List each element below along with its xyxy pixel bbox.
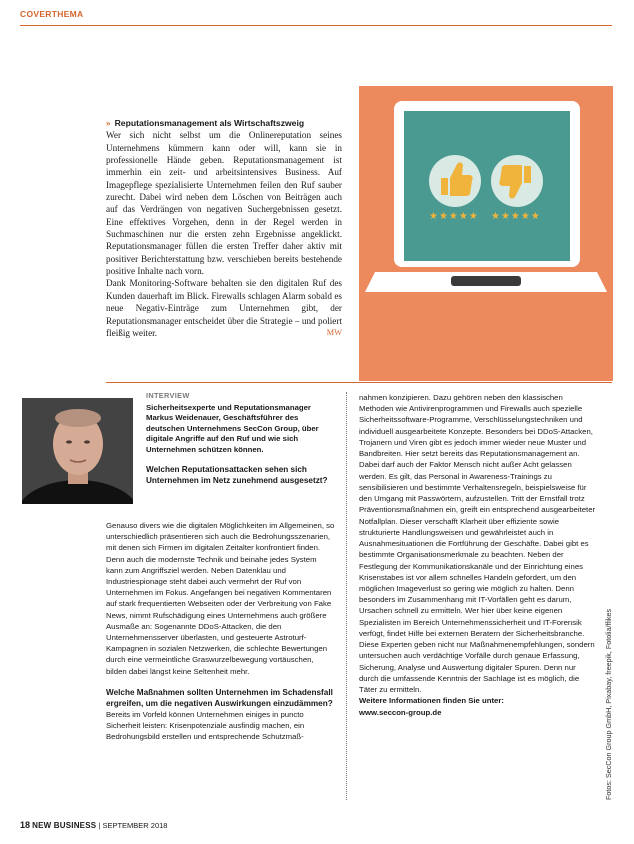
paragraph-with-author bbox=[106, 277, 342, 339]
issue-date: SEPTEMBER 2018 bbox=[102, 821, 168, 830]
svg-text:★★★★★: ★★★★★ bbox=[491, 211, 541, 222]
paragraph: Dank Monitoring-Software behalten sie den digitalen Ruf des Kunden dauerhaft im Blick. Firewalls schlagen Alarm sobald es neue Negativ-Einträge zum Unternehmen gibt, der Reputationsmanager entscheidet über die Strategie – und poliert fleißig weiter. bbox=[106, 278, 342, 338]
answer-2-continued: nahmen konzipieren. Dazu gehören neben den klassischen Methoden wie Antivirenprogrammen und Firewalls auch spezielle Sicherheitssoftware-Programme, Verschlüsselungstechniken und individuell ausgearbeitete Konzepte. Besonders bei DDoS-Attacken, Trojanern und Viren gibt es jedoch immer wieder neue Muster und Bandbreiten. Hier setzt bereits das Reputationsmanagement an. Dabei darf auch der Faktor Mensch nicht außer Acht gelassen werden. Es gilt, das Personal in Awareness-Trainings zu sensibilisieren und bestimmte Verhaltensregeln, beispielsweise für den Umgang mit Passwörtern, aufzustellen. Tritt der Ernstfall trotz Präventionsmaßnahmen ein, greift ein entsprechend ausgearbeiteter Notfallplan. Dieser verschafft Klarheit über effiziente sowie strukturierte Handlungsweisen und gewährleistet auch in Ausnahmesituationen die Fortführung der Geschäfte. Dabei gibt es bestimmte Organisationsmerkmale zu beachten. Neben der Festlegung der Kommunikationskanäle und der Einrichtung eines Krisenstabes ist vor allem schnelles Handeln gefordert, um den möglichen Imageverlust so gering wie möglich zu halten. Denn besonders im Zusammenhang mit IT-Vorfällen geht es darum, Ursachen schnell zu ermitteln. Wer hier über keine eigenen Spezialisten im Bereich Unternehmenssicherheit und IT-Forensik verfügt, findet Hilfe bei externen Beratern der Sicherheitsbranche. Diese Experten geben nicht nur Maßnahmenempfehlungen, sondern untersuchen auch verdächtige Vorfälle durch genaue Erfassung, Sicherung, Analyse und Auswertung digitaler Spuren. Denn nur durch die umfassende Kenntnis der Sachlage ist es möglich, die Täter zu ermitteln. bbox=[359, 393, 596, 695]
chevron-right-icon: » bbox=[106, 118, 111, 128]
answer-1: Genauso divers wie die digitalen Möglichkeiten im Allgemeinen, so unterschiedlich präsentieren sich auch die Bedrohungsszenarien, mit denen sich Firmen im digitalen Zeitalter konfrontiert finden. Denn auch die modernste Technik und beinahe jedes System kann zum Angriffsziel werden. Neben Datenklau und Industriespionage steht dabei auch vermehrt der Ruf von Unternehmen im Fokus. Angefangen bei negativen Kommentaren auf stark frequentierten Webseiten oder der Verbreitung von Fake News, nimmt Rufschädigung eines Unternehmens auch größere Ausmaße an: Sogenannte DDoS-Attacken, die den Unternehmensserver überlasten, und gesteuerte Astroturf-Kampagnen in sozialen Netzwerken, die schlechte Bewertungen durch eine vermeintliche Graswurzelbewegung vortäuschen, bilden dabei längst keine Seltenheit mehr. bbox=[106, 521, 335, 676]
subhead bbox=[106, 117, 342, 129]
subhead-text: Reputationsmanagement als Wirtschaftszweig bbox=[114, 118, 305, 128]
interview-column-1 bbox=[106, 520, 335, 742]
interview-intro-text: Sicherheitsexperte und Reputationsmanager Markus Weidenauer, Geschäftsführer des deutschen Unternehmens SecCon Group, über digitale Angriffe auf den Ruf und wie sich Unternehmen schützen können. bbox=[146, 402, 319, 454]
interview-kicker: INTERVIEW bbox=[146, 391, 190, 400]
section-divider bbox=[106, 382, 612, 383]
photo-credit: Fotos: SecCon Group GmbH, Pixabay, freepik, Fotolia/ffikes bbox=[604, 608, 613, 800]
more-info-label: Weitere Informationen finden Sie unter: bbox=[359, 696, 504, 706]
laptop-icon bbox=[359, 86, 613, 381]
interview-column-2 bbox=[359, 392, 597, 718]
section-rubric: COVERTHEMA bbox=[20, 9, 84, 19]
answer-2-start: Bereits im Vorfeld können Unternehmen einiges in puncto Sicherheit leisten: Krisenpotenziale ausfindig machen, ein Bedrohungsbild erstellen und entsprechende Schutzmaß- bbox=[106, 709, 305, 742]
author-initials: MW bbox=[326, 327, 342, 337]
column-divider bbox=[346, 392, 347, 800]
interview-intro bbox=[146, 391, 334, 486]
thumbs-down-icon bbox=[491, 155, 543, 207]
magazine-name: NEW BUSINESS bbox=[32, 821, 97, 830]
footer-separator: | bbox=[98, 821, 101, 830]
page-number: 18 bbox=[20, 820, 31, 830]
svg-text:★★★★★: ★★★★★ bbox=[429, 211, 479, 222]
question-2: Welche Maßnahmen sollten Unternehmen im Schadensfall ergreifen, um die negativen Auswirkungen einzudämmen? bbox=[106, 687, 333, 708]
page-footer bbox=[20, 820, 167, 830]
thumbs-up-icon bbox=[429, 155, 481, 207]
top-article-column bbox=[106, 117, 342, 339]
portrait-photo bbox=[22, 398, 133, 504]
header-divider bbox=[20, 25, 612, 26]
cover-illustration bbox=[359, 86, 613, 381]
more-info-url[interactable]: www.seccon-group.de bbox=[359, 707, 442, 717]
question-1: Welchen Reputationsattacken sehen sich Unternehmen im Netz zunehmend ausgesetzt? bbox=[146, 464, 328, 485]
paragraph: Wer sich nicht selbst um die Onlinereputation seines Unternehmens kümmern kann oder will, kann sie in professionelle Hände geben. Reputationsmanagement ist immerhin ein zeit- und arbeitsintensives Business. Auf Imagepflege spezialisierte Unternehmen feilen den Ruf sauber zurecht. Dabei wird neben dem Löschen von Beiträgen auch auf das Verdrängen von negativen Suchergebnissen gesetzt. Eine effektives Vorgehen, denn in der Regel werden in Suchmaschinen nur die ersten zehn Ergebnisse angeklickt. Reputationsmanager füllen die ersten Treffer daher aktiv mit positiver Berichterstattung bzw. verschieben bereits bestehende positive Inhalte nach vorn. bbox=[106, 130, 342, 277]
